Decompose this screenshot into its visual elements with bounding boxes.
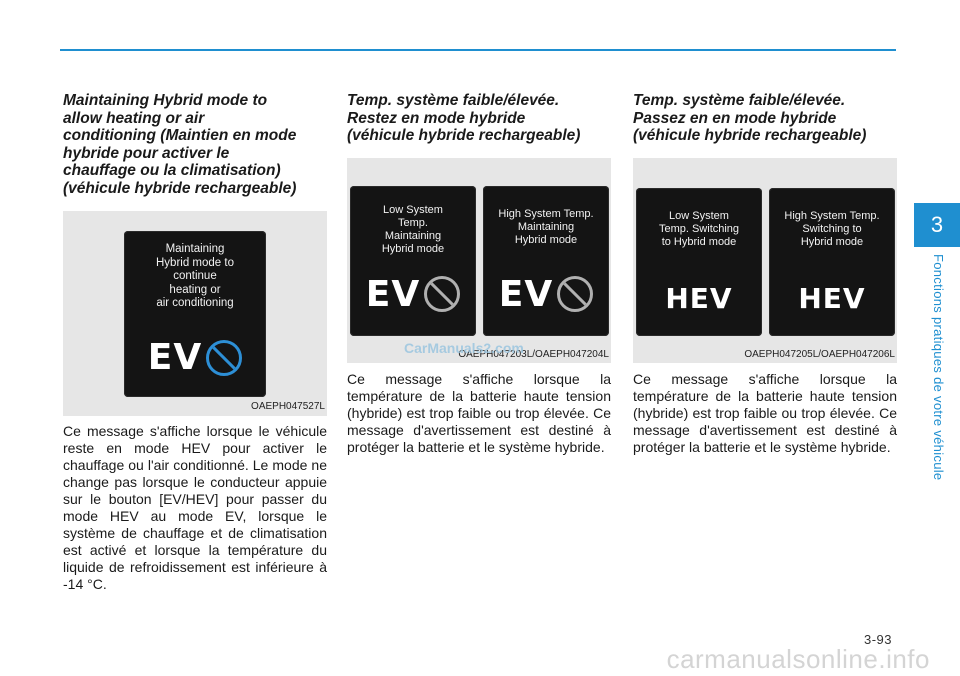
column-switch-hybrid bbox=[633, 92, 897, 456]
prohibited-icon bbox=[206, 340, 242, 376]
chapter-title: Fonctions pratiques de votre véhicule bbox=[931, 254, 946, 481]
display-message: High System Temp. Maintaining Hybrid mode bbox=[498, 207, 594, 246]
body-text: Ce message s'affiche lorsque la température de la batterie haute tension (hybride) est trop faible ou trop élevée. Ce message d'avertissement est destiné à protéger la batterie et le système hybride. bbox=[347, 370, 611, 455]
column-heating-ac bbox=[63, 92, 327, 593]
display-message: Maintaining Hybrid mode to continue heating or air conditioning bbox=[156, 243, 234, 309]
cluster-display-low-temp bbox=[636, 188, 762, 336]
section-heading: Temp. système faible/élevée. Passez en en mode hybride (véhicule hybride rechargeable) bbox=[633, 92, 867, 144]
hev-mode-label: HEV bbox=[665, 281, 733, 315]
cluster-display bbox=[124, 231, 266, 397]
display-message: Low System Temp. Maintaining Hybrid mode bbox=[381, 203, 445, 255]
display-message: High System Temp. Switching to Hybrid mode bbox=[784, 209, 880, 248]
cluster-figure bbox=[347, 158, 611, 363]
cluster-figure bbox=[63, 211, 327, 416]
ev-indicator bbox=[350, 274, 476, 315]
column-stay-hybrid bbox=[347, 92, 611, 456]
ev-indicator bbox=[483, 274, 609, 315]
prohibited-icon bbox=[557, 276, 593, 312]
cluster-display-high-temp bbox=[769, 188, 895, 336]
ev-indicator bbox=[124, 337, 266, 378]
cluster-figure bbox=[633, 158, 897, 363]
top-rule bbox=[60, 49, 896, 51]
ev-mode-label: EV bbox=[365, 273, 421, 315]
display-message: Low System Temp. Switching to Hybrid mode bbox=[658, 209, 740, 248]
cluster-display-low-temp bbox=[350, 186, 476, 336]
hev-mode-label: HEV bbox=[798, 281, 866, 315]
prohibited-icon bbox=[424, 276, 460, 312]
body-text: Ce message s'affiche lorsque la température de la batterie haute tension (hybride) est trop faible ou trop élevée. Ce message d'avertissement est destiné à protéger la batterie et le système hybride. bbox=[633, 370, 897, 455]
cluster-display-high-temp bbox=[483, 186, 609, 336]
page-number: 3-93 bbox=[863, 632, 892, 647]
body-text: Ce message s'affiche lorsque le véhicule reste en mode HEV pour activer le chauffage ou l'air conditionné. Le mode ne change pas lorsque le conducteur appuie sur le bouton [EV/HEV] pour passer du mode HEV au mode EV, lorsque le système de chauffage et de climatisation est activé et lorsque la température du liquide de refroidissement est inférieure à -14 °C. bbox=[63, 423, 327, 592]
section-heading: Temp. système faible/élevée. Restez en mode hybride (véhicule hybride rechargeable) bbox=[347, 92, 581, 144]
figure-code: OAEPH047203L/OAEPH047204L bbox=[458, 348, 609, 360]
watermark-text: CarManuals2.com bbox=[404, 340, 524, 356]
section-heading: Maintaining Hybrid mode to allow heating or air conditioning (Maintien en mode hybride pour activer le chauffage ou la climatisation) (véhicule hybride rechargeable) bbox=[63, 92, 297, 197]
figure-code: OAEPH047527L bbox=[251, 401, 325, 412]
figure-code: OAEPH047205L/OAEPH047206L bbox=[744, 348, 895, 360]
ev-mode-label: EV bbox=[147, 337, 203, 378]
footer-watermark: carmanualsonline.info bbox=[666, 644, 930, 674]
ev-mode-label: EV bbox=[498, 273, 554, 315]
chapter-tab[interactable]: 3 bbox=[914, 203, 960, 247]
